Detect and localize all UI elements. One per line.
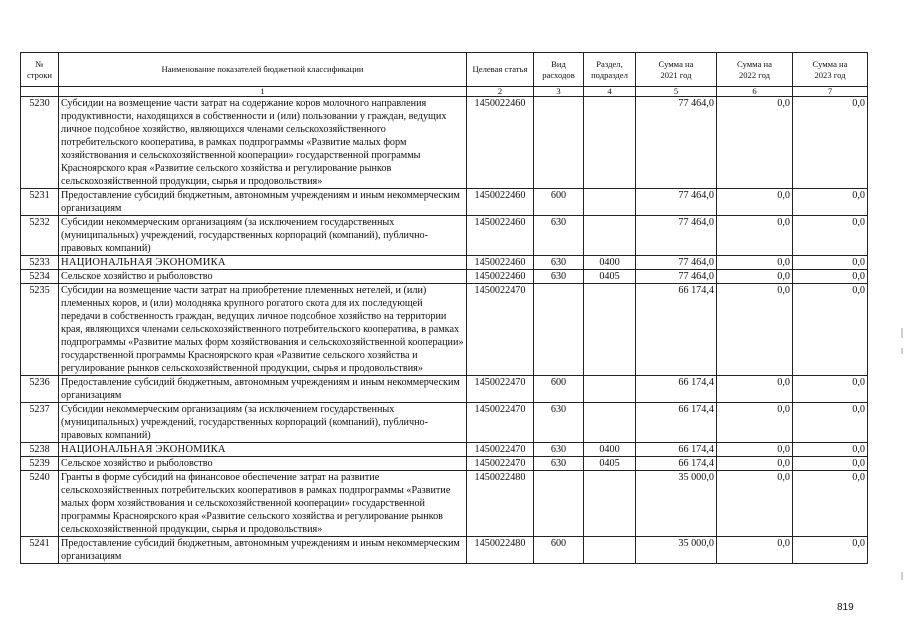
table-row <box>21 270 868 284</box>
row-type: 630 <box>534 443 584 457</box>
row-sum-2023: 0,0 <box>793 216 868 256</box>
row-name: НАЦИОНАЛЬНАЯ ЭКОНОМИКА <box>59 443 467 457</box>
row-target: 1450022460 <box>467 270 534 284</box>
row-target: 1450022480 <box>467 471 534 537</box>
row-sum-2022: 0,0 <box>717 256 793 270</box>
row-number: 5231 <box>21 189 59 216</box>
row-target: 1450022470 <box>467 443 534 457</box>
header-sum-2022: Сумма на 2022 год <box>717 53 793 87</box>
row-sum-2022: 0,0 <box>717 443 793 457</box>
row-number: 5238 <box>21 443 59 457</box>
row-section <box>584 403 636 443</box>
row-sum-2021: 66 174,4 <box>636 403 717 443</box>
column-number: 2 <box>467 87 534 97</box>
row-name: НАЦИОНАЛЬНАЯ ЭКОНОМИКА <box>59 256 467 270</box>
row-number: 5237 <box>21 403 59 443</box>
row-name: Субсидии на возмещение части затрат на содержание коров молочного направления продуктивности, находящихся в собственности и (или) пользовании у граждан, ведущих личное подсобное хозяйство, являющихся членами сельскохозяйственного потребительского кооператива, в рамках подпрограммы «Развитие малых форм хозяйствования и сельскохозяйственной кооперации» государственной программы Красноярского края «Развитие сельского хозяйства и регулирование рынков сельскохозяйственной продукции, сырья и продовольствия» <box>59 97 467 189</box>
row-section: 0405 <box>584 270 636 284</box>
row-number: 5235 <box>21 284 59 376</box>
row-section: 0405 <box>584 457 636 471</box>
row-section <box>584 216 636 256</box>
row-sum-2023: 0,0 <box>793 471 868 537</box>
row-type: 630 <box>534 270 584 284</box>
row-sum-2021: 77 464,0 <box>636 97 717 189</box>
row-sum-2021: 66 174,4 <box>636 457 717 471</box>
row-sum-2021: 66 174,4 <box>636 284 717 376</box>
row-sum-2023: 0,0 <box>793 270 868 284</box>
row-target: 1450022480 <box>467 537 534 564</box>
row-section: 0400 <box>584 443 636 457</box>
row-number: 5232 <box>21 216 59 256</box>
row-target: 1450022470 <box>467 403 534 443</box>
row-sum-2022: 0,0 <box>717 189 793 216</box>
row-sum-2022: 0,0 <box>717 270 793 284</box>
row-name: Субсидии некоммерческим организациям (за исключением государственных (муниципальных) учреждений, государственных корпораций (компаний), публично-правовых компаний) <box>59 216 467 256</box>
row-type <box>534 97 584 189</box>
row-name: Предоставление субсидий бюджетным, автономным учреждениям и иным некоммерческим организациям <box>59 537 467 564</box>
row-sum-2021: 66 174,4 <box>636 443 717 457</box>
row-section <box>584 97 636 189</box>
row-section <box>584 189 636 216</box>
column-number: 5 <box>636 87 717 97</box>
row-target: 1450022470 <box>467 284 534 376</box>
column-number: 1 <box>59 87 467 97</box>
header-section: Раздел, подраздел <box>584 53 636 87</box>
row-sum-2023: 0,0 <box>793 457 868 471</box>
row-number: 5234 <box>21 270 59 284</box>
row-target: 1450022460 <box>467 216 534 256</box>
scan-artifact <box>901 328 903 338</box>
row-target: 1450022470 <box>467 457 534 471</box>
page-number: 819 <box>837 602 854 613</box>
column-number <box>21 87 59 97</box>
row-target: 1450022460 <box>467 97 534 189</box>
row-number: 5236 <box>21 376 59 403</box>
row-sum-2023: 0,0 <box>793 256 868 270</box>
row-name: Предоставление субсидий бюджетным, автономным учреждениям и иным некоммерческим организациям <box>59 189 467 216</box>
row-sum-2021: 77 464,0 <box>636 270 717 284</box>
row-number: 5230 <box>21 97 59 189</box>
table-row <box>21 471 868 537</box>
row-sum-2023: 0,0 <box>793 376 868 403</box>
table-row <box>21 256 868 270</box>
budget-table <box>20 52 868 564</box>
row-section: 0400 <box>584 256 636 270</box>
column-number: 7 <box>793 87 868 97</box>
header-target: Целевая статья <box>467 53 534 87</box>
row-sum-2021: 77 464,0 <box>636 256 717 270</box>
column-number: 4 <box>584 87 636 97</box>
row-sum-2021: 66 174,4 <box>636 376 717 403</box>
row-sum-2021: 77 464,0 <box>636 189 717 216</box>
table-row <box>21 97 868 189</box>
table-row <box>21 457 868 471</box>
row-sum-2023: 0,0 <box>793 189 868 216</box>
scan-artifact <box>901 572 903 580</box>
row-section <box>584 284 636 376</box>
table-row <box>21 403 868 443</box>
table-row <box>21 376 868 403</box>
table-body <box>21 97 868 564</box>
row-sum-2023: 0,0 <box>793 443 868 457</box>
header-sum-2021: Сумма на 2021 год <box>636 53 717 87</box>
row-type: 630 <box>534 216 584 256</box>
row-section <box>584 537 636 564</box>
row-sum-2022: 0,0 <box>717 216 793 256</box>
header-name: Наименование показателей бюджетной классификации <box>59 53 467 87</box>
row-type: 630 <box>534 403 584 443</box>
row-number: 5239 <box>21 457 59 471</box>
row-number: 5240 <box>21 471 59 537</box>
row-target: 1450022460 <box>467 189 534 216</box>
row-sum-2022: 0,0 <box>717 537 793 564</box>
scan-artifact <box>901 348 903 354</box>
header-row-no: № строки <box>21 53 59 87</box>
row-sum-2023: 0,0 <box>793 537 868 564</box>
table-header-row <box>21 53 868 87</box>
row-sum-2021: 35 000,0 <box>636 537 717 564</box>
table-row <box>21 443 868 457</box>
row-sum-2023: 0,0 <box>793 403 868 443</box>
table-row <box>21 216 868 256</box>
row-type <box>534 284 584 376</box>
header-sum-2023: Сумма на 2023 год <box>793 53 868 87</box>
row-sum-2023: 0,0 <box>793 284 868 376</box>
row-sum-2022: 0,0 <box>717 376 793 403</box>
table-row <box>21 537 868 564</box>
row-name: Сельское хозяйство и рыболовство <box>59 270 467 284</box>
row-type: 600 <box>534 537 584 564</box>
row-number: 5233 <box>21 256 59 270</box>
row-sum-2023: 0,0 <box>793 97 868 189</box>
row-name: Субсидии на возмещение части затрат на приобретение племенных нетелей, и (или) племенных коров, и (или) молодняка крупного рогатого скота для их последующей передачи в собственность граждан, ведущих личное подсобное хозяйство на территории края, являющихся членами сельскохозяйственного потребительского кооператива, в рамках подпрограммы «Развитие малых форм хозяйствования и сельскохозяйственной кооперации» государственной программы Красноярского края «Развитие сельского хозяйства и регулирование рынков сельскохозяйственной продукции, сырья и продовольствия» <box>59 284 467 376</box>
row-section <box>584 376 636 403</box>
column-number: 6 <box>717 87 793 97</box>
row-type <box>534 471 584 537</box>
row-type: 630 <box>534 457 584 471</box>
column-number: 3 <box>534 87 584 97</box>
column-number-row <box>21 87 868 97</box>
row-sum-2022: 0,0 <box>717 97 793 189</box>
row-target: 1450022470 <box>467 376 534 403</box>
row-sum-2022: 0,0 <box>717 457 793 471</box>
row-type: 600 <box>534 376 584 403</box>
row-sum-2022: 0,0 <box>717 403 793 443</box>
row-type: 600 <box>534 189 584 216</box>
row-sum-2022: 0,0 <box>717 284 793 376</box>
row-sum-2021: 77 464,0 <box>636 216 717 256</box>
row-name: Предоставление субсидий бюджетным, автономным учреждениям и иным некоммерческим организациям <box>59 376 467 403</box>
row-target: 1450022460 <box>467 256 534 270</box>
row-sum-2021: 35 000,0 <box>636 471 717 537</box>
row-name: Субсидии некоммерческим организациям (за исключением государственных (муниципальных) учреждений, государственных корпораций (компаний), публично-правовых компаний) <box>59 403 467 443</box>
table-row <box>21 189 868 216</box>
row-name: Гранты в форме субсидий на финансовое обеспечение затрат на развитие сельскохозяйственных потребительских кооперативов в рамках подпрограммы «Развитие малых форм хозяйствования и сельскохозяйственной кооперации» государственной программы Красноярского края «Развитие сельского хозяйства и регулирование рынков сельскохозяйственной продукции, сырья и продовольствия» <box>59 471 467 537</box>
row-section <box>584 471 636 537</box>
row-name: Сельское хозяйство и рыболовство <box>59 457 467 471</box>
row-sum-2022: 0,0 <box>717 471 793 537</box>
table-row <box>21 284 868 376</box>
row-number: 5241 <box>21 537 59 564</box>
row-type: 630 <box>534 256 584 270</box>
header-type: Вид расходов <box>534 53 584 87</box>
